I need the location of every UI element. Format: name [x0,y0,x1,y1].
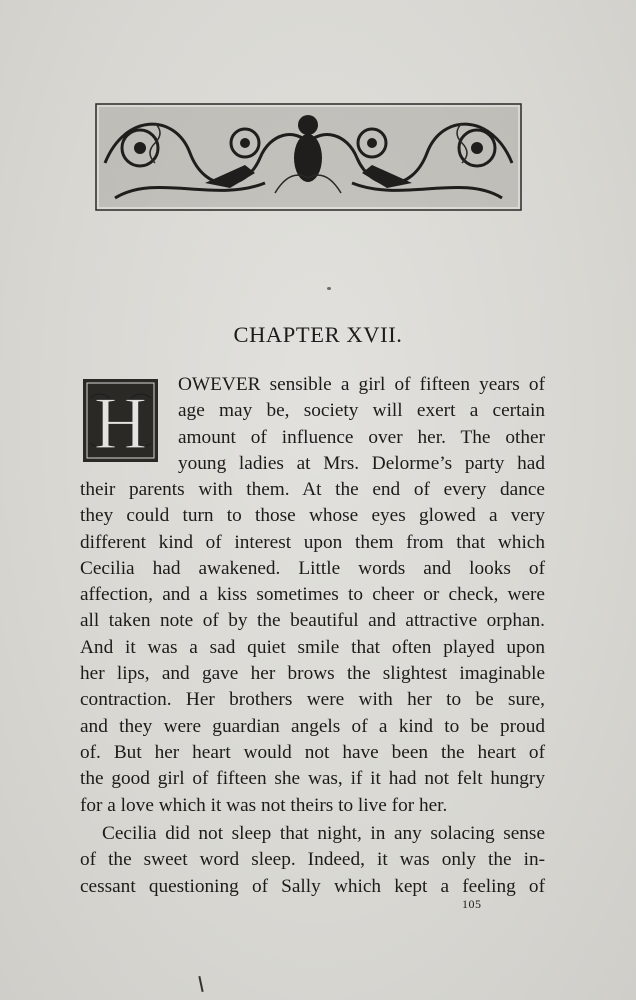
text-line: their parents with them. At the end of every dance [80,479,545,500]
paragraph-1-body [80,477,545,819]
text-line: young ladies at Mrs. Delorme’s party had [178,452,545,474]
page-number: 105 [462,897,482,911]
text-line: different kind of interest upon them from that which [80,531,545,553]
text-line: of. But her heart would not have been the heart of [80,741,545,763]
text-line: And it was a sad quiet smile that often played upon [80,636,545,658]
text-line: and they were guardian angels of a kind to be proud [80,715,545,737]
text-line: of the sweet word sleep. Indeed, it was only the in- [80,849,545,871]
text-line: the good girl of fifteen she was, if it had not felt hungry [80,768,545,790]
drop-cap-initial [82,378,159,463]
text-line: affection, and a kiss sometimes to cheer or check, were [80,584,545,606]
text-line: cessant questioning of Sally which kept a feeling of [80,875,545,897]
drop-cap-letter: H [93,383,148,463]
text-line: for a love which it was not theirs to live for her. [80,794,448,816]
text-line: OWEVER sensible a girl of fifteen years of [178,374,545,395]
ink-speck [327,287,331,290]
text-line: contraction. Her brothers were with her to be sure, [80,689,545,711]
text-line: Cecilia did not sleep that night, in any solacing sense [102,823,545,844]
text-line: they could turn to those whose eyes glowed a very [80,505,545,527]
text-line: amount of influence over her. The other [178,426,545,448]
paragraph-1-indented [178,372,545,477]
text-line: her lips, and gave her brows the slightest imaginable [80,663,545,685]
text-line: Cecilia had awakened. Little words and looks of [80,557,545,579]
paragraph-2 [80,821,545,900]
text-line: age may be, society will exert a certain [178,400,545,422]
ink-mark [198,976,203,992]
ornamental-headpiece [95,103,522,211]
text-line: all taken note of by the beautiful and attractive orphan. [80,610,545,632]
chapter-title: CHAPTER XVII. [233,322,403,347]
